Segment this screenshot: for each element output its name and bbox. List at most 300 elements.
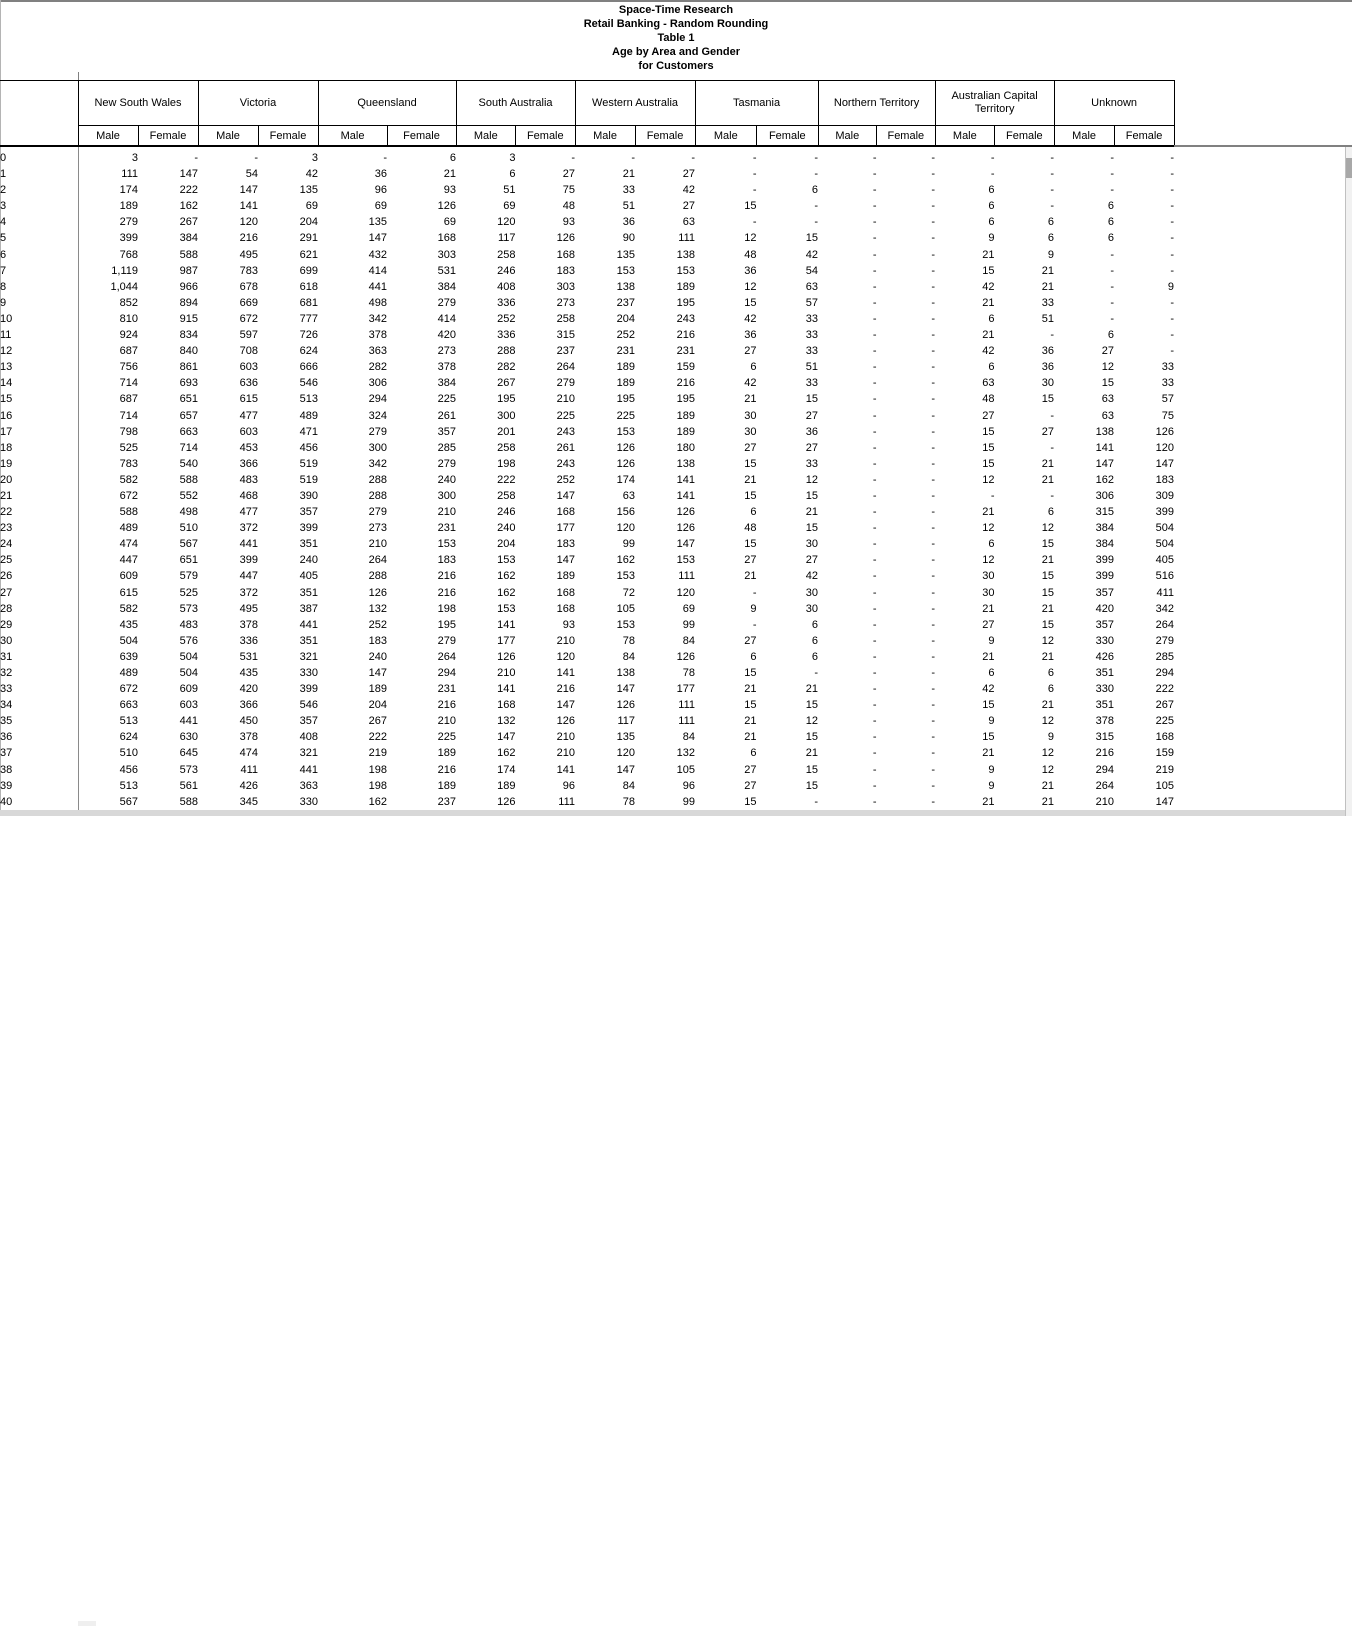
value-cell: 6 bbox=[750, 506, 757, 519]
value-cell: 27 bbox=[744, 763, 757, 776]
value-cell: 513 bbox=[119, 715, 138, 728]
table-row bbox=[0, 794, 1174, 810]
value-cell: - bbox=[872, 393, 877, 406]
value-cell: - bbox=[872, 779, 877, 792]
value-cell: - bbox=[931, 345, 935, 358]
value-cell: 6 bbox=[988, 200, 995, 213]
value-cell: 777 bbox=[299, 312, 318, 325]
value-cell: 6 bbox=[509, 168, 516, 181]
value-cell: 258 bbox=[497, 489, 516, 502]
value-cell: 27 bbox=[1041, 425, 1054, 438]
value-cell: - bbox=[990, 152, 995, 164]
value-cell: 6 bbox=[811, 618, 818, 631]
value-cell: 426 bbox=[1095, 650, 1114, 663]
value-cell: 216 bbox=[437, 699, 456, 712]
value-cell: 147 bbox=[1155, 795, 1174, 808]
value-cell: 6 bbox=[750, 747, 757, 760]
value-cell: - bbox=[1170, 184, 1174, 197]
value-cell: 132 bbox=[368, 602, 387, 615]
value-cell: 21 bbox=[1041, 473, 1054, 486]
value-cell: - bbox=[931, 441, 935, 454]
value-cell: - bbox=[1050, 168, 1054, 181]
gender-header: Female bbox=[995, 126, 1055, 146]
value-cell: - bbox=[872, 216, 877, 229]
value-cell: 687 bbox=[119, 393, 138, 406]
value-cell: 12 bbox=[805, 715, 818, 728]
value-cell: - bbox=[931, 731, 935, 744]
value-cell: 147 bbox=[239, 184, 258, 197]
value-cell: - bbox=[872, 554, 877, 567]
area-header: South Australia bbox=[456, 81, 575, 126]
value-cell: 15 bbox=[805, 779, 818, 792]
value-cell: - bbox=[872, 296, 877, 309]
value-cell: 15 bbox=[982, 264, 995, 277]
age-label: 20 bbox=[0, 473, 13, 486]
value-cell: 666 bbox=[299, 361, 318, 374]
value-cell: 495 bbox=[239, 602, 258, 615]
horizontal-scrollbar[interactable] bbox=[0, 810, 1352, 816]
value-cell: - bbox=[872, 457, 877, 470]
value-cell: 27 bbox=[682, 168, 695, 181]
value-cell: 279 bbox=[119, 216, 138, 229]
value-cell: 6 bbox=[750, 650, 757, 663]
value-cell: 264 bbox=[1095, 779, 1114, 792]
value-cell: 567 bbox=[179, 538, 198, 551]
value-cell: 33 bbox=[805, 312, 818, 325]
value-cell: 12 bbox=[805, 473, 818, 486]
value-cell: 285 bbox=[1155, 650, 1174, 663]
value-cell: 834 bbox=[179, 329, 198, 342]
value-cell: 93 bbox=[562, 618, 575, 631]
value-cell: - bbox=[872, 650, 877, 663]
value-cell: 405 bbox=[1155, 554, 1174, 567]
value-cell: 12 bbox=[982, 473, 995, 486]
value-cell: 15 bbox=[1101, 377, 1114, 390]
value-cell: 516 bbox=[1155, 570, 1174, 583]
value-cell: 540 bbox=[179, 457, 198, 470]
value-cell: 69 bbox=[305, 200, 318, 213]
value-cell: 6 bbox=[811, 184, 818, 197]
value-cell: 468 bbox=[239, 489, 258, 502]
value-cell: 21 bbox=[1041, 779, 1054, 792]
table-row bbox=[0, 633, 1174, 649]
value-cell: 15 bbox=[805, 522, 818, 535]
value-cell: 441 bbox=[299, 618, 318, 631]
value-cell: 210 bbox=[368, 538, 387, 551]
value-cell: - bbox=[1170, 345, 1174, 358]
table-row bbox=[0, 198, 1174, 214]
gender-header: Male bbox=[456, 126, 516, 146]
value-cell: 630 bbox=[179, 731, 198, 744]
value-cell: 54 bbox=[805, 264, 818, 277]
value-cell: - bbox=[931, 393, 935, 406]
value-cell: 225 bbox=[616, 409, 635, 422]
value-cell: - bbox=[814, 168, 818, 181]
value-cell: 264 bbox=[368, 554, 387, 567]
value-cell: - bbox=[752, 184, 757, 197]
value-cell: 474 bbox=[239, 747, 258, 760]
gender-header: Male bbox=[695, 126, 757, 146]
value-cell: 351 bbox=[299, 586, 318, 599]
value-cell: 189 bbox=[497, 779, 516, 792]
value-cell: 399 bbox=[299, 522, 318, 535]
value-cell: 639 bbox=[119, 650, 138, 663]
value-cell: 12 bbox=[982, 554, 995, 567]
age-label: 12 bbox=[0, 345, 13, 358]
age-label: 24 bbox=[0, 538, 13, 551]
value-cell: 399 bbox=[1095, 554, 1114, 567]
area-header: Queensland bbox=[318, 81, 456, 126]
value-cell: 120 bbox=[1155, 441, 1174, 454]
value-cell: 204 bbox=[299, 216, 318, 229]
value-cell: 300 bbox=[497, 409, 516, 422]
gender-header: Female bbox=[1114, 126, 1174, 146]
value-cell: 6 bbox=[811, 634, 818, 647]
value-cell: 15 bbox=[744, 489, 757, 502]
value-cell: 432 bbox=[368, 248, 387, 261]
value-cell: - bbox=[872, 184, 877, 197]
value-cell: 279 bbox=[437, 634, 456, 647]
value-cell: 21 bbox=[982, 795, 995, 808]
value-cell: 243 bbox=[556, 457, 575, 470]
value-cell: 9 bbox=[750, 602, 757, 615]
value-cell: 6 bbox=[988, 361, 995, 374]
value-cell: 420 bbox=[239, 683, 258, 696]
value-cell: 189 bbox=[676, 425, 695, 438]
value-cell: 357 bbox=[1095, 586, 1114, 599]
value-cell: 27 bbox=[1101, 345, 1114, 358]
value-cell: 510 bbox=[119, 747, 138, 760]
value-cell: - bbox=[931, 264, 935, 277]
value-cell: 363 bbox=[368, 345, 387, 358]
value-cell: 336 bbox=[497, 329, 516, 342]
value-cell: 288 bbox=[497, 345, 516, 358]
value-cell: 147 bbox=[368, 667, 387, 679]
value-cell: 198 bbox=[497, 457, 516, 470]
value-cell: 183 bbox=[437, 554, 456, 567]
value-cell: 138 bbox=[616, 667, 635, 679]
value-cell: 15 bbox=[744, 296, 757, 309]
value-cell: 681 bbox=[299, 296, 318, 309]
age-label: 27 bbox=[0, 586, 13, 599]
value-cell: 621 bbox=[299, 248, 318, 261]
value-cell: 216 bbox=[437, 570, 456, 583]
value-cell: 282 bbox=[368, 361, 387, 374]
value-cell: 27 bbox=[744, 441, 757, 454]
value-cell: 72 bbox=[622, 586, 635, 599]
value-cell: 15 bbox=[744, 538, 757, 551]
value-cell: 21 bbox=[1041, 280, 1054, 293]
title-line-5: for Customers bbox=[638, 60, 714, 72]
value-cell: 27 bbox=[982, 409, 995, 422]
value-cell: 441 bbox=[239, 538, 258, 551]
value-cell: 279 bbox=[437, 296, 456, 309]
value-cell: 105 bbox=[616, 602, 635, 615]
value-cell: - bbox=[931, 216, 935, 229]
value-cell: 294 bbox=[437, 667, 456, 679]
value-cell: - bbox=[1110, 248, 1114, 261]
value-cell: 36 bbox=[744, 329, 757, 342]
value-cell: 15 bbox=[805, 731, 818, 744]
value-cell: 15 bbox=[1041, 586, 1054, 599]
value-cell: - bbox=[872, 570, 877, 583]
value-cell: 216 bbox=[556, 683, 575, 696]
value-cell: 126 bbox=[676, 650, 695, 663]
value-cell: 15 bbox=[805, 393, 818, 406]
value-cell: 651 bbox=[179, 554, 198, 567]
value-cell: 21 bbox=[1041, 264, 1054, 277]
horizontal-scrollbar-thumb[interactable] bbox=[78, 1621, 96, 1626]
value-cell: 387 bbox=[299, 602, 318, 615]
value-cell: 414 bbox=[437, 312, 456, 325]
value-cell: - bbox=[872, 586, 877, 599]
value-cell: - bbox=[872, 329, 877, 342]
value-cell: 21 bbox=[744, 473, 757, 486]
value-cell: 162 bbox=[368, 795, 387, 808]
age-label: 6 bbox=[0, 248, 7, 261]
value-cell: 15 bbox=[744, 667, 757, 679]
value-cell: 126 bbox=[437, 200, 456, 213]
value-cell: 420 bbox=[437, 329, 456, 342]
value-cell: 195 bbox=[437, 618, 456, 631]
value-cell: 513 bbox=[119, 779, 138, 792]
value-cell: 126 bbox=[676, 506, 695, 519]
value-cell: - bbox=[931, 296, 935, 309]
value-cell: 603 bbox=[239, 425, 258, 438]
value-cell: 6 bbox=[1047, 232, 1054, 245]
value-cell: 15 bbox=[805, 699, 818, 712]
value-cell: 33 bbox=[1041, 296, 1054, 309]
age-label: 17 bbox=[0, 425, 13, 438]
value-cell: 264 bbox=[437, 650, 456, 663]
value-cell: 147 bbox=[556, 489, 575, 502]
value-cell: 246 bbox=[497, 506, 516, 519]
value-cell: - bbox=[872, 280, 877, 293]
value-cell: 99 bbox=[682, 795, 695, 808]
value-cell: 216 bbox=[437, 586, 456, 599]
value-cell: 3 bbox=[131, 152, 138, 164]
table-row bbox=[0, 408, 1174, 424]
value-cell: 42 bbox=[305, 168, 318, 181]
value-cell: 294 bbox=[368, 393, 387, 406]
value-cell: 840 bbox=[179, 345, 198, 358]
value-cell: 6 bbox=[449, 152, 456, 164]
value-cell: 42 bbox=[744, 377, 757, 390]
value-cell: 240 bbox=[497, 522, 516, 535]
value-cell: 624 bbox=[299, 345, 318, 358]
value-cell: - bbox=[931, 184, 935, 197]
value-cell: 111 bbox=[678, 699, 695, 712]
title-line-3: Table 1 bbox=[657, 32, 695, 44]
value-cell: - bbox=[931, 715, 935, 728]
value-cell: - bbox=[1050, 489, 1054, 502]
value-cell: 84 bbox=[682, 731, 695, 744]
value-cell: 303 bbox=[437, 248, 456, 261]
value-cell: - bbox=[931, 763, 935, 776]
value-cell: 252 bbox=[497, 312, 516, 325]
value-cell: - bbox=[931, 618, 935, 631]
vertical-scrollbar-thumb[interactable] bbox=[1346, 158, 1352, 178]
value-cell: 351 bbox=[1095, 699, 1114, 712]
value-cell: 30 bbox=[805, 586, 818, 599]
value-cell: 210 bbox=[437, 506, 456, 519]
value-cell: 399 bbox=[119, 232, 138, 245]
value-cell: 219 bbox=[1155, 763, 1174, 776]
value-cell: 678 bbox=[239, 280, 258, 293]
value-cell: 315 bbox=[1095, 506, 1114, 519]
age-label: 40 bbox=[0, 795, 13, 808]
value-cell: 159 bbox=[676, 361, 695, 374]
age-label: 5 bbox=[0, 232, 7, 245]
title-line-4: Age by Area and Gender bbox=[612, 46, 740, 58]
value-cell: 153 bbox=[616, 570, 635, 583]
value-cell: 21 bbox=[744, 683, 757, 696]
value-cell: 411 bbox=[1156, 586, 1174, 599]
value-cell: 243 bbox=[556, 425, 575, 438]
value-cell: 138 bbox=[676, 248, 695, 261]
value-cell: 579 bbox=[179, 570, 198, 583]
gender-header: Female bbox=[258, 126, 318, 146]
value-cell: 12 bbox=[1041, 522, 1054, 535]
table-row bbox=[0, 552, 1174, 568]
value-cell: - bbox=[872, 763, 877, 776]
value-cell: 69 bbox=[443, 216, 456, 229]
value-cell: - bbox=[1050, 329, 1054, 342]
value-cell: 321 bbox=[299, 650, 318, 663]
value-cell: 198 bbox=[437, 602, 456, 615]
value-cell: 6 bbox=[1107, 232, 1114, 245]
value-cell: 111 bbox=[678, 715, 695, 728]
value-cell: 147 bbox=[616, 683, 635, 696]
value-cell: - bbox=[814, 795, 818, 808]
value-cell: 6 bbox=[1107, 200, 1114, 213]
value-cell: 9 bbox=[988, 232, 995, 245]
table-row bbox=[0, 729, 1174, 745]
value-cell: 33 bbox=[805, 345, 818, 358]
value-cell: 408 bbox=[497, 280, 516, 293]
value-cell: - bbox=[931, 457, 935, 470]
value-cell: 126 bbox=[616, 457, 635, 470]
value-cell: 513 bbox=[299, 393, 318, 406]
value-cell: 27 bbox=[744, 554, 757, 567]
value-cell: 210 bbox=[556, 393, 575, 406]
table-row bbox=[0, 601, 1174, 617]
report-title-block bbox=[0, 3, 1352, 73]
value-cell: 15 bbox=[1041, 618, 1054, 631]
value-cell: 231 bbox=[676, 345, 695, 358]
value-cell: - bbox=[872, 699, 877, 712]
value-cell: - bbox=[814, 200, 818, 213]
value-cell: 174 bbox=[616, 473, 635, 486]
value-cell: 324 bbox=[368, 409, 387, 422]
value-cell: - bbox=[931, 361, 935, 374]
value-cell: 15 bbox=[805, 232, 818, 245]
table-row bbox=[0, 375, 1174, 391]
value-cell: 168 bbox=[497, 699, 516, 712]
value-cell: 609 bbox=[179, 683, 198, 696]
value-cell: 378 bbox=[1095, 715, 1114, 728]
value-cell: - bbox=[752, 216, 757, 229]
value-cell: - bbox=[872, 425, 877, 438]
value-cell: 12 bbox=[744, 232, 757, 245]
value-cell: 810 bbox=[119, 312, 138, 325]
value-cell: 330 bbox=[299, 795, 318, 808]
value-cell: 483 bbox=[179, 618, 198, 631]
value-cell: 30 bbox=[744, 425, 757, 438]
value-cell: 189 bbox=[368, 683, 387, 696]
value-cell: - bbox=[1170, 152, 1174, 164]
value-cell: 576 bbox=[179, 634, 198, 647]
value-cell: 663 bbox=[179, 425, 198, 438]
value-cell: 6 bbox=[1047, 683, 1054, 696]
value-cell: 483 bbox=[239, 473, 258, 486]
value-cell: 279 bbox=[437, 457, 456, 470]
gender-header: Female bbox=[387, 126, 456, 146]
value-cell: 288 bbox=[368, 570, 387, 583]
age-label: 10 bbox=[0, 312, 13, 325]
value-cell: 21 bbox=[982, 296, 995, 309]
value-cell: - bbox=[872, 441, 877, 454]
value-cell: 225 bbox=[1155, 715, 1174, 728]
value-cell: 21 bbox=[1041, 602, 1054, 615]
area-header: Tasmania bbox=[695, 81, 818, 126]
value-cell: - bbox=[931, 312, 935, 325]
value-cell: 153 bbox=[616, 618, 635, 631]
value-cell: 519 bbox=[299, 457, 318, 470]
value-cell: 69 bbox=[374, 200, 387, 213]
value-cell: 120 bbox=[616, 522, 635, 535]
value-cell: 390 bbox=[299, 489, 318, 502]
value-cell: 291 bbox=[299, 232, 318, 245]
table-row bbox=[0, 150, 1174, 166]
value-cell: - bbox=[872, 747, 877, 760]
value-cell: 237 bbox=[556, 345, 575, 358]
value-cell: 645 bbox=[179, 747, 198, 760]
value-cell: 138 bbox=[616, 280, 635, 293]
value-cell: 372 bbox=[239, 586, 258, 599]
area-header: Northern Territory bbox=[818, 81, 935, 126]
value-cell: 51 bbox=[805, 361, 818, 374]
value-cell: 552 bbox=[179, 489, 198, 502]
value-cell: 261 bbox=[556, 441, 575, 454]
value-cell: 33 bbox=[622, 184, 635, 197]
value-cell: - bbox=[931, 409, 935, 422]
value-cell: - bbox=[1110, 152, 1114, 164]
age-label: 2 bbox=[0, 184, 7, 197]
value-cell: 1,119 bbox=[111, 264, 138, 277]
table-row bbox=[0, 617, 1174, 633]
value-cell: 168 bbox=[556, 586, 575, 599]
value-cell: 342 bbox=[368, 457, 387, 470]
value-cell: 456 bbox=[119, 763, 138, 776]
value-cell: 210 bbox=[1095, 795, 1114, 808]
value-cell: 36 bbox=[805, 425, 818, 438]
value-cell: 204 bbox=[616, 312, 635, 325]
value-cell: 42 bbox=[744, 312, 757, 325]
value-cell: 36 bbox=[1041, 345, 1054, 358]
value-cell: 156 bbox=[616, 506, 635, 519]
table-row bbox=[0, 762, 1174, 778]
value-cell: 699 bbox=[299, 264, 318, 277]
vertical-scrollbar[interactable] bbox=[1346, 147, 1352, 816]
value-cell: 21 bbox=[622, 168, 635, 181]
value-cell: 258 bbox=[556, 312, 575, 325]
value-cell: 42 bbox=[982, 280, 995, 293]
value-cell: 147 bbox=[556, 699, 575, 712]
value-cell: 21 bbox=[1041, 795, 1054, 808]
value-cell: 582 bbox=[119, 473, 138, 486]
value-cell: 216 bbox=[1095, 747, 1114, 760]
